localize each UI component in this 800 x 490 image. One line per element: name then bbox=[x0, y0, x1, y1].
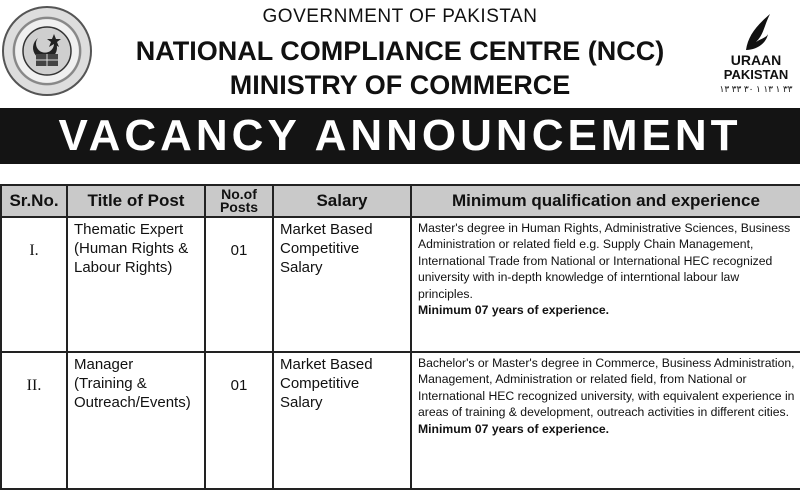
title-line: (Human Rights & bbox=[74, 240, 189, 257]
uraan-text: URAAN bbox=[730, 52, 782, 68]
letterhead bbox=[0, 0, 800, 108]
row-salary bbox=[273, 352, 411, 489]
experience-text: Minimum 07 years of experience. bbox=[418, 421, 610, 436]
experience-text: Minimum 07 years of experience. bbox=[418, 303, 610, 318]
salary-line: Competitive bbox=[280, 375, 360, 392]
column-header-srno: Sr.No. bbox=[1, 185, 67, 217]
government-heading: GOVERNMENT OF PAKISTAN bbox=[262, 6, 538, 27]
title-line: Manager bbox=[74, 356, 134, 373]
salary-line: Salary bbox=[280, 394, 323, 411]
posts-header-line2: Posts bbox=[219, 199, 259, 215]
uraan-pakistan-logo bbox=[712, 12, 800, 102]
title-line: (Training & bbox=[74, 375, 147, 392]
salary-line: Competitive bbox=[280, 240, 360, 257]
salary-line: Market Based bbox=[280, 221, 373, 238]
eagle-icon bbox=[742, 12, 772, 52]
title-line: Outreach/Events) bbox=[74, 394, 191, 411]
table-row bbox=[1, 217, 800, 352]
table-row bbox=[1, 352, 800, 489]
vacancy-table bbox=[0, 184, 800, 490]
posts-header-line1: No.of bbox=[221, 186, 257, 202]
title-line: Thematic Expert bbox=[74, 221, 184, 238]
row-srno: II. bbox=[1, 352, 67, 489]
organization-heading: NATIONAL COMPLIANCE CENTRE (NCC) bbox=[135, 36, 665, 66]
row-qualification bbox=[411, 217, 800, 352]
salary-line: Market Based bbox=[280, 356, 373, 373]
ministry-heading: MINISTRY OF COMMERCE bbox=[229, 70, 571, 100]
row-title bbox=[67, 352, 205, 489]
column-header-qualification: Minimum qualification and experience bbox=[411, 185, 800, 217]
pakistan-text: PAKISTAN bbox=[723, 67, 789, 82]
column-header-salary: Salary bbox=[273, 185, 411, 217]
salary-line: Salary bbox=[280, 259, 323, 276]
row-salary bbox=[273, 217, 411, 352]
row-title bbox=[67, 217, 205, 352]
column-header-posts bbox=[205, 185, 273, 217]
qualification-text: Master's degree in Human Rights, Administrative Sciences, Business Administration or related field e.g. Supply Chain Management, International Trade from National or International HEC recognized university with in-depth knowledge of interntional labour law principles. bbox=[418, 221, 791, 301]
table-header-row bbox=[1, 185, 800, 217]
row-srno: I. bbox=[1, 217, 67, 352]
title-line: Labour Rights) bbox=[74, 259, 173, 276]
column-header-title: Title of Post bbox=[67, 185, 205, 217]
vacancy-banner: VACANCY ANNOUNCEMENT bbox=[0, 108, 800, 164]
row-posts: 01 bbox=[205, 352, 273, 489]
uraan-tagline: ۱۳ ۳۳ ۳۰ ۱ ۱۳ ۱ ۳۳ bbox=[719, 84, 793, 94]
row-qualification bbox=[411, 352, 800, 489]
row-posts: 01 bbox=[205, 217, 273, 352]
qualification-text: Bachelor's or Master's degree in Commerce, Business Administration, Management, Administration or related field, from National or International HEC recognized university, with equivalent experience in areas of training & development, outreach activities in different cities. bbox=[418, 356, 795, 420]
